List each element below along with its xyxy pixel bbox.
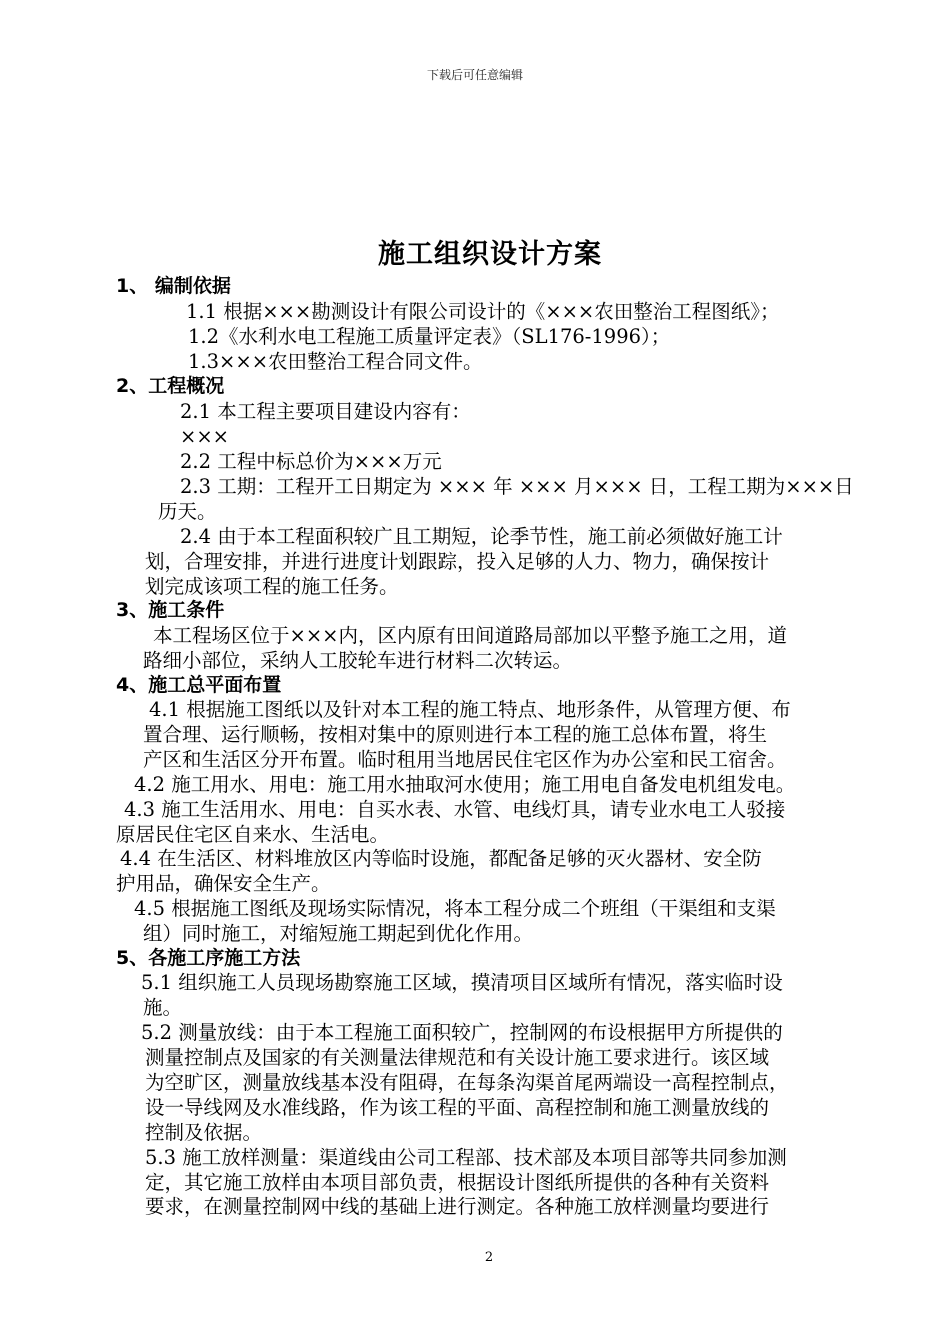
paragraph-line: ×××: [180, 425, 230, 448]
paragraph-line: 组）同时施工，对缩短施工期起到优化作用。: [143, 922, 534, 945]
paragraph-line: 1.2《水利水电工程施工质量评定表》（SL176-1996）；: [188, 325, 671, 348]
paragraph-line: 定，其它施工放样由本项目部负责，根据设计图纸所提供的各种有关资料: [145, 1171, 770, 1194]
paragraph-line: 2.3 工期：工程开工日期定为 ××× 年 ××× 月××× 日，工程工期为×××日: [180, 475, 854, 498]
paragraph-line: 1.1 根据×××勘测设计有限公司设计的《×××农田整治工程图纸》；: [186, 300, 780, 323]
paragraph-line: 2.2 工程中标总价为×××万元: [180, 450, 442, 473]
paragraph-line: 5.1 组织施工人员现场勘察施工区域，摸清项目区域所有情况，落实临时设: [141, 971, 783, 994]
paragraph-line: 历天。: [158, 500, 217, 523]
paragraph-line: 置合理、运行顺畅，按相对集中的原则进行本工程的施工总体布置，将生: [143, 723, 768, 746]
paragraph-line: 为空旷区，测量放线基本没有阻碍，在每条沟渠首尾两端设一高程控制点，: [145, 1071, 789, 1094]
paragraph-line: 2.1 本工程主要项目建设内容有：: [180, 400, 471, 423]
section-heading-3: 3、施工条件: [116, 599, 225, 621]
paragraph-line: 4.3 施工生活用水、用电：自买水表、水管、电线灯具，请专业水电工人驳接: [124, 798, 786, 821]
section-heading-4: 4、施工总平面布置: [116, 674, 282, 696]
section-heading-5: 5、各施工序施工方法: [116, 947, 301, 969]
paragraph-line: 5.2 测量放线：由于本工程施工面积较广，控制网的布设根据甲方所提供的: [141, 1021, 783, 1044]
page-header: 下载后可任意编辑: [426, 68, 523, 82]
paragraph-line: 2.4 由于本工程面积较广且工期短，论季节性，施工前必须做好施工计: [180, 525, 783, 548]
paragraph-line: 本工程场区位于×××内，区内原有田间道路局部加以平整予施工之用，道: [153, 624, 788, 647]
paragraph-line: 设一导线网及水准线路，作为该工程的平面、高程控制和施工测量放线的: [145, 1096, 770, 1119]
paragraph-line: 4.5 根据施工图纸及现场实际情况，将本工程分成二个班组（干渠组和支渠: [134, 897, 776, 920]
paragraph-line: 4.4 在生活区、材料堆放区内等临时设施，都配备足够的灭火器材、安全防: [120, 847, 762, 870]
paragraph-line: 控制及依据。: [145, 1121, 263, 1144]
section-heading-2: 2、工程概况: [116, 375, 225, 397]
paragraph-line: 划完成该项工程的施工任务。: [145, 575, 399, 598]
paragraph-line: 施。: [143, 996, 183, 1019]
paragraph-line: 原居民住宅区自来水、生活电。: [116, 823, 390, 846]
document-title: 施工组织设计方案: [378, 239, 602, 270]
paragraph-line: 5.3 施工放样测量：渠道线由公司工程部、技术部及本项目部等共同参加测: [145, 1146, 787, 1169]
paragraph-line: 测量控制点及国家的有关测量法律规范和有关设计施工要求进行。该区域: [145, 1046, 770, 1069]
paragraph-line: 路细小部位，采纳人工胶轮车进行材料二次转运。: [143, 649, 573, 672]
paragraph-line: 划，合理安排，并进行进度计划跟踪，投入足够的人力、物力，确保按计: [145, 550, 770, 573]
paragraph-line: 护用品，确保安全生产。: [116, 872, 331, 895]
page-number: 2: [484, 1250, 494, 1265]
paragraph-line: 要求，在测量控制网中线的基础上进行测定。各种施工放样测量均要进行: [145, 1195, 770, 1218]
section-heading-1: 1、 编制依据: [116, 275, 231, 297]
paragraph-line: 产区和生活区分开布置。临时租用当地居民住宅区作为办公室和民工宿舍。: [143, 748, 787, 771]
paragraph-line: 4.1 根据施工图纸以及针对本工程的施工特点、地形条件，从管理方便、布: [149, 698, 791, 721]
paragraph-line: 1.3×××农田整治工程合同文件。: [188, 350, 483, 373]
paragraph-line: 4.2 施工用水、用电：施工用水抽取河水使用；施工用电自备发电机组发电。: [134, 773, 796, 796]
